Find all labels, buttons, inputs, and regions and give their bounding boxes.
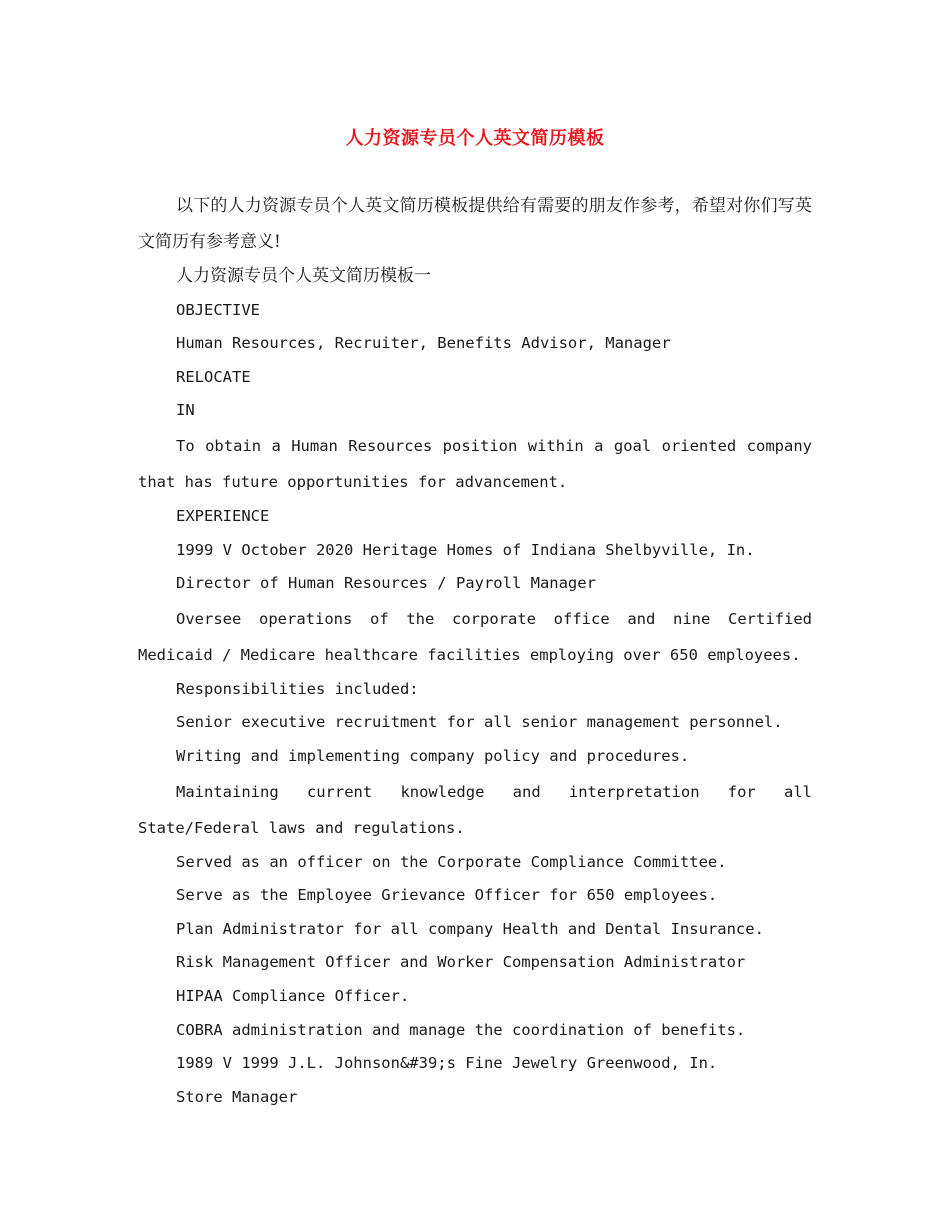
document-body <box>138 190 812 1114</box>
intro-paragraph: 以下的人力资源专员个人英文简历模板提供给有需要的朋友作参考，希望对你们写英文简历有参考意义! <box>138 196 812 252</box>
objective-heading: OBJECTIVE <box>176 300 260 319</box>
responsibilities-heading: Responsibilities included: <box>176 679 419 698</box>
responsibility-item: Plan Administrator for all company Health and Dental Insurance. <box>176 919 764 938</box>
responsibility-item: Serve as the Employee Grievance Officer for 650 employees. <box>176 886 718 905</box>
job1-dates: 1999 V October 2020 Heritage Homes of Indiana Shelbyville, In. <box>176 540 755 559</box>
responsibility-item: Served as an officer on the Corporate Compliance Committee. <box>176 852 727 871</box>
responsibility-item: COBRA administration and manage the coordination of benefits. <box>176 1020 746 1039</box>
job1-description: Oversee operations of the corporate office and nine Certified Medicaid / Medicare healthcare facilities employing over 650 employees. <box>138 609 812 664</box>
document-title: 人力资源专员个人英文简历模板 <box>345 128 605 149</box>
responsibility-item: HIPAA Compliance Officer. <box>176 986 410 1005</box>
job2-title: Store Manager <box>176 1087 298 1106</box>
objective-text: To obtain a Human Resources position within a goal oriented company that has future opportunities for advancement. <box>138 436 812 491</box>
template-heading: 人力资源专员个人英文简历模板一 <box>176 266 431 286</box>
relocate-state: IN <box>176 401 195 420</box>
job1-title: Director of Human Resources / Payroll Manager <box>176 574 596 593</box>
objective-roles: Human Resources, Recruiter, Benefits Advisor, Manager <box>176 334 671 353</box>
responsibility-item: Senior executive recruitment for all senior management personnel. <box>176 713 783 732</box>
experience-heading: EXPERIENCE <box>176 506 270 525</box>
responsibility-item: Writing and implementing company policy and procedures. <box>176 746 690 765</box>
responsibility-item: Maintaining current knowledge and interpretation for all State/Federal laws and regulations. <box>138 782 812 837</box>
responsibility-item: Risk Management Officer and Worker Compensation Administrator <box>176 953 746 972</box>
relocate-heading: RELOCATE <box>176 367 251 386</box>
job2-dates: 1989 V 1999 J.L. Johnson&#39;s Fine Jewelry Greenwood, In. <box>176 1054 718 1073</box>
